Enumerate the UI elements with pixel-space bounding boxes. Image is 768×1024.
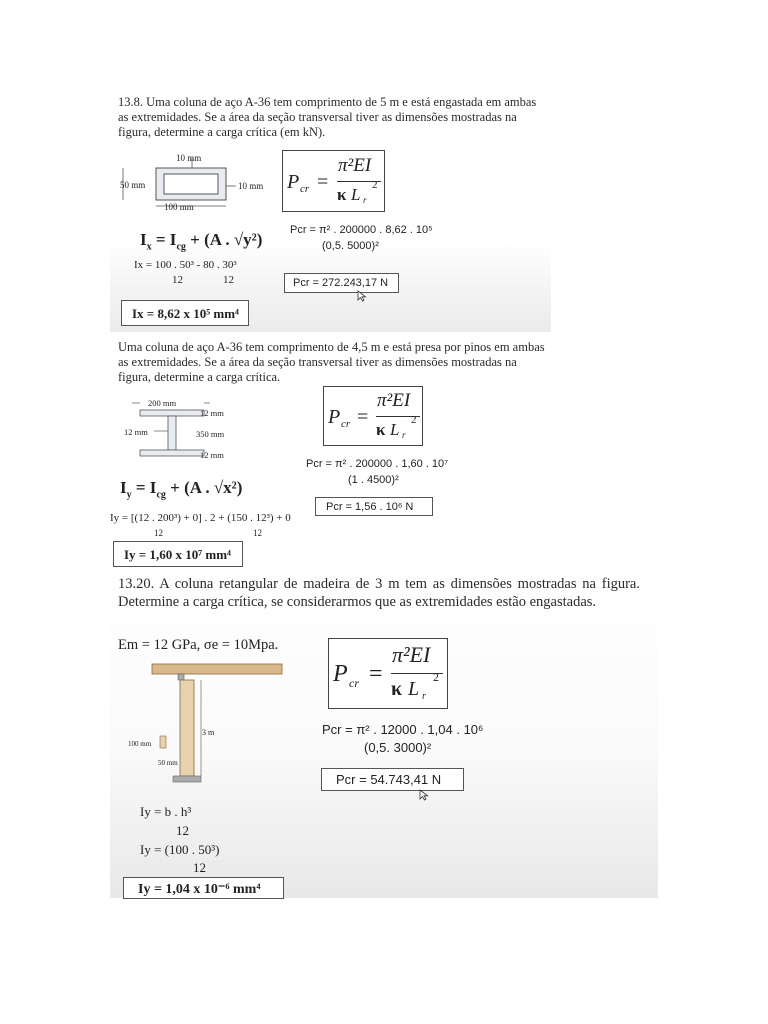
fig2-dim-flange-top: 12 mm xyxy=(200,408,224,418)
euler-p-sub: cr xyxy=(300,183,310,195)
problem-13-8-text: 13.8. Uma coluna de aço A-36 tem comprimento de 5 m e está engastada em ambas as extremidades. Se a área da seção transversal tiver as dimensões mostradas na figura, determine a carga crítica (em kN). xyxy=(118,95,537,139)
inertia-formula-1: $I_x = I_{cg} + (A$ . √y²) xyxy=(140,230,263,253)
cursor-icon xyxy=(357,290,367,302)
fig1-dim-right: 10 mm xyxy=(238,181,264,191)
pcr-result-box-3: Pcr = 54.743,41 N xyxy=(321,768,464,791)
euler-l-sub: r xyxy=(363,195,367,205)
pcr-result-box-2: Pcr = 1,56 . 10⁶ N xyxy=(315,497,433,516)
fig3-dim-b: 50 mm xyxy=(158,759,178,767)
fig2-dim-height: 350 mm xyxy=(196,429,225,439)
iy-calc-2-den-1: 12 xyxy=(154,528,163,538)
fig2-dim-top: 200 mm xyxy=(148,398,177,408)
iy-calc-3-den: 12 xyxy=(193,860,206,875)
material-properties: Em = 12 GPa, σe = 10Mpa. xyxy=(118,637,279,653)
problem-13-20-text: 13.20. A coluna retangular de madeira de 3 m tem as dimensões mostradas na figura. Determine a carga crítica, se considerarmos que as extremidades estão engastadas. xyxy=(118,576,640,610)
pcr-denominator-1: (0,5. 5000)² xyxy=(322,240,379,252)
euler-numerator: π²EI xyxy=(338,155,372,176)
euler-formula-box-3: P cr = π²EI κ L r 2 xyxy=(328,638,448,709)
fig2-dim-flange-bottom: 12 mm xyxy=(200,450,224,460)
euler-equals: = xyxy=(317,171,329,193)
ix-calc-den-2: 12 xyxy=(223,274,234,286)
fig2-dim-web: 12 mm xyxy=(124,427,148,437)
fig1-dim-bottom: 100 mm xyxy=(164,202,194,212)
ix-calc-den-1: 12 xyxy=(172,274,183,286)
pcr-numerator-3: Pcr = π² . 12000 . 1,04 . 10⁶ xyxy=(322,722,484,737)
ix-result-box: Ix = 8,62 x 10⁵ mm⁴ xyxy=(121,300,249,326)
euler-exp: 2 xyxy=(372,179,378,191)
pcr-denominator-3: (0,5. 3000)² xyxy=(364,740,432,755)
iy-calc-3: Iy = (100 . 50³) xyxy=(140,842,220,857)
inertia-formula-2: $I_y = I_{cg} + (A$ . √x²) xyxy=(120,478,243,501)
euler-l: L xyxy=(351,185,361,204)
cursor-icon-2 xyxy=(419,789,429,801)
euler-formula-box-2: P cr = π²EI κ L r 2 xyxy=(323,386,423,446)
ix-calc-numerator: Ix = 100 . 50³ - 80 . 30³ xyxy=(134,259,237,271)
problem-2-text: Uma coluna de aço A-36 tem comprimento de 4,5 m e está presa por pinos em ambas as extremidades. Se a área da seção transversal tiver as dimensões mostradas na figura, determine a carga crítica. xyxy=(118,340,545,384)
wood-column-figure xyxy=(118,662,288,786)
pcr-denominator-2: (1 . 4500)² xyxy=(348,474,399,486)
fig1-dim-top: 10 mm xyxy=(176,153,202,163)
fig3-dim-a: 100 mm xyxy=(128,740,152,748)
euler-k: κ xyxy=(337,185,347,204)
euler-formula-box-1 xyxy=(282,150,385,212)
iy-formula-3: Iy = b . h³ xyxy=(140,804,192,819)
fig1-dim-left: 50 mm xyxy=(120,180,146,190)
pcr-numerator-1: Pcr = π² . 200000 . 8,62 . 10⁵ xyxy=(290,224,433,236)
iy-formula-3-den: 12 xyxy=(176,823,189,838)
euler-p: P xyxy=(287,171,300,193)
iy-result-box-2: Iy = 1,60 x 10⁷ mm⁴ xyxy=(113,541,243,567)
iy-result-box-3: Iy = 1,04 x 10⁻⁶ mm⁴ xyxy=(123,877,284,899)
pcr-result-box-1: Pcr = 272.243,17 N xyxy=(284,273,399,293)
fig3-dim-height: 3 m xyxy=(202,728,215,737)
iy-calc-2: Iy = [(12 . 200³) + 0] . 2 + (150 . 12³) + 0 xyxy=(110,512,291,524)
iy-calc-2-den-2: 12 xyxy=(253,528,262,538)
pcr-numerator-2: Pcr = π² . 200000 . 1,60 . 10⁷ xyxy=(306,458,449,470)
